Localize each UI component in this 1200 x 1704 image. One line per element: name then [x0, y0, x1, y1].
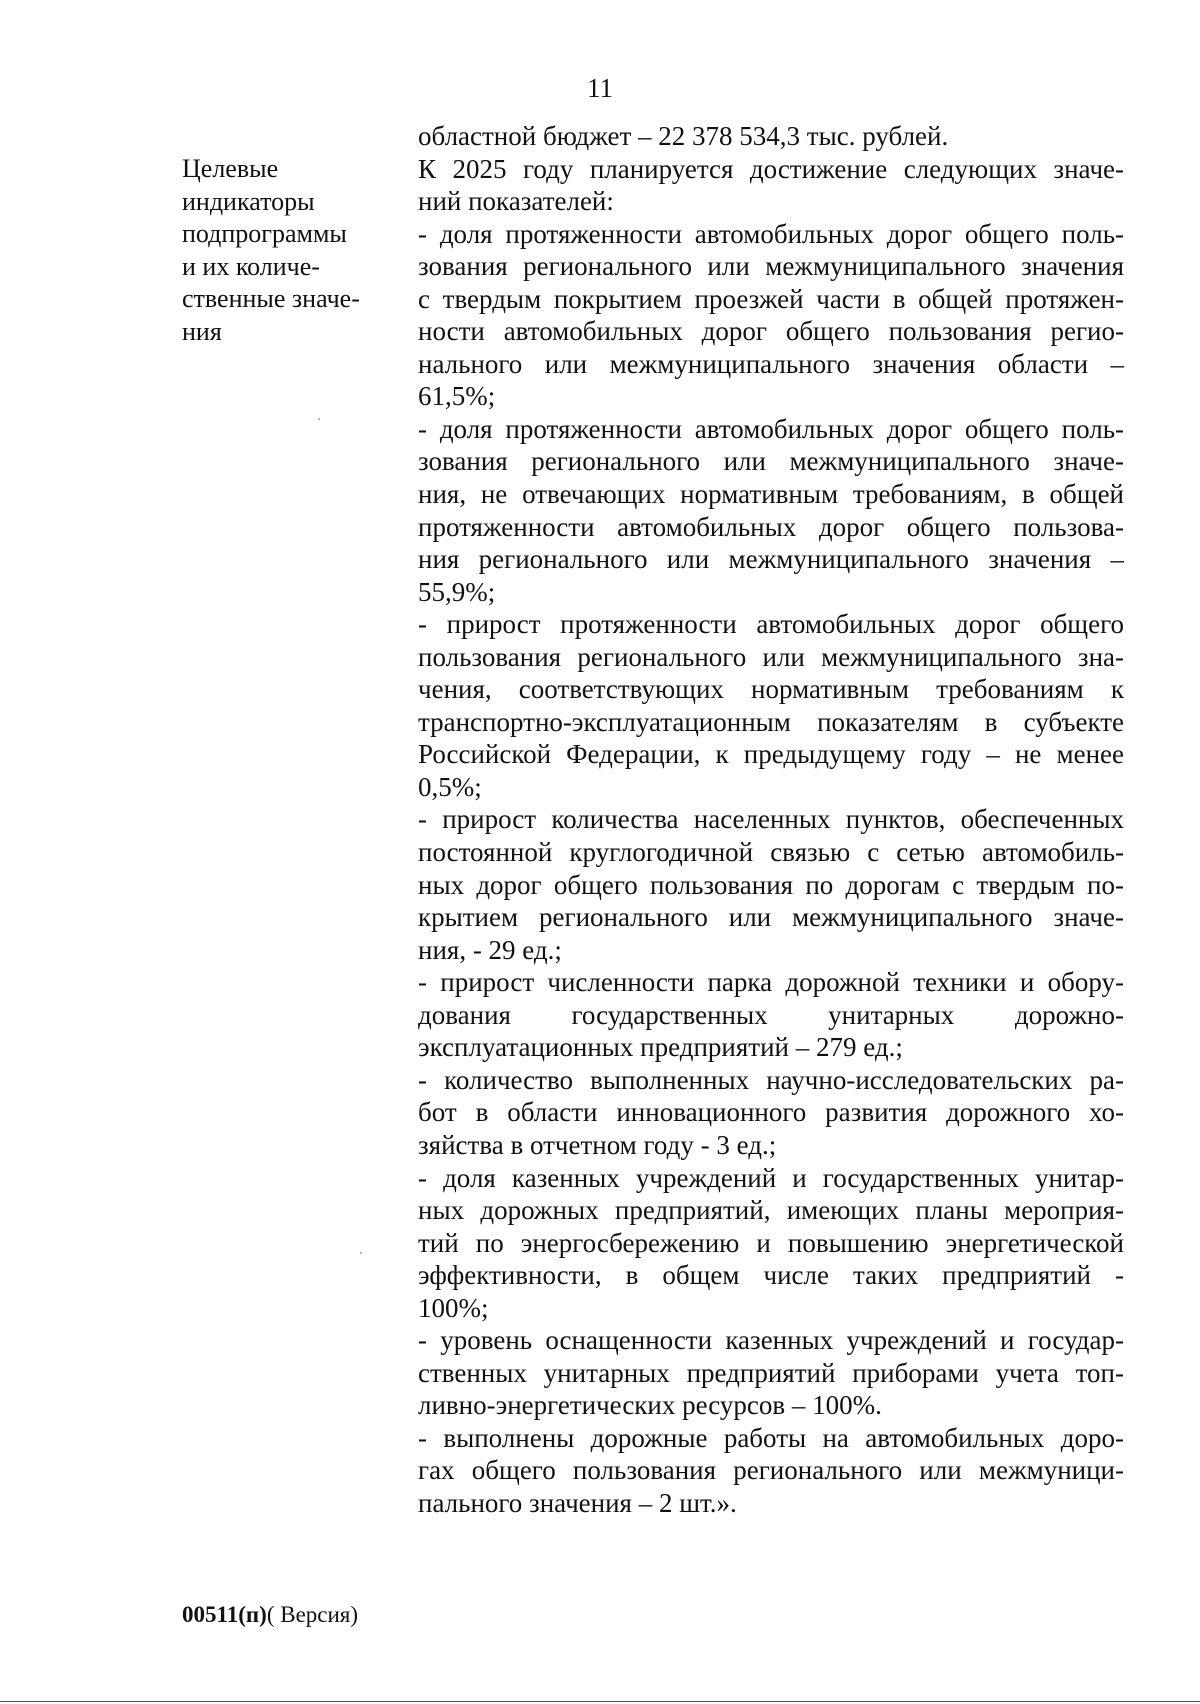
body-text-line: эксплуатационных предприятий – 279 ед.; — [418, 1032, 903, 1063]
body-text-line: ственных унитарных предприятий приборами учета топ- — [418, 1357, 1124, 1388]
scan-edge-line — [0, 1701, 1200, 1702]
body-text-line: - прирост протяженности автомобильных дорог общего — [418, 609, 1124, 640]
body-text-line: пользования регионального или межмуниципального зна- — [418, 641, 1124, 672]
body-text-line: ний показателей: — [418, 186, 614, 217]
body-text-line: зования регионального или межмуниципального значе- — [418, 446, 1124, 477]
body-text-line: - уровень оснащенности казенных учреждений и государ- — [418, 1325, 1124, 1356]
indicators-label-line: индикаторы — [182, 186, 315, 216]
document-code: 00511(п) — [182, 1602, 267, 1627]
body-text-line: ных дорожных предприятий, имеющих планы мероприя- — [418, 1195, 1124, 1226]
body-text-line: - доля казенных учреждений и государственных унитар- — [418, 1162, 1124, 1193]
indicators-label — [182, 153, 382, 348]
body-text-line: областной бюджет – 22 378 534,3 тыс. рублей. — [418, 121, 949, 151]
body-text-line: нального или межмуниципального значения области – — [418, 348, 1124, 379]
body-text-line: тий по энергосбережению и повышению энергетической — [418, 1227, 1124, 1258]
body-text-line: ния, не отвечающих нормативным требованиям, в общей — [418, 479, 1124, 510]
indicators-label-line: ственные значе- — [182, 284, 360, 313]
body-text-line: 61,5%; — [418, 381, 496, 412]
body-text-line: зяйства в отчетном году - 3 ед.; — [418, 1129, 777, 1160]
body-text-line: ности автомобильных дорог общего пользования регио- — [418, 316, 1124, 347]
document-footer — [182, 1601, 358, 1629]
body-text-line: зования регионального или межмуниципального значения — [418, 251, 1124, 282]
indicators-label-line: и их количе- — [182, 251, 320, 281]
body-text-line: бот в области инновационного развития дорожного хо- — [418, 1097, 1124, 1128]
body-text-line: 55,9%; — [418, 576, 496, 607]
page-number: 11 — [587, 73, 613, 103]
body-text-line: - прирост численности парка дорожной техники и обору- — [418, 967, 1124, 998]
body-text-line: ных дорог общего пользования по дорогам с твердым по- — [418, 869, 1124, 900]
body-text-line: протяженности автомобильных дорог общего пользова- — [418, 511, 1124, 542]
body-text-line: ливно-энергетических ресурсов – 100%. — [418, 1390, 882, 1421]
body-text-line: ния, - 29 ед.; — [418, 934, 562, 965]
indicators-label-line: ния — [182, 316, 222, 346]
scan-speck — [318, 418, 320, 420]
body-text-line: К 2025 году планируется достижение следующих значе- — [418, 153, 1124, 184]
body-text-line: 0,5%; — [418, 771, 482, 802]
scan-speck — [360, 1252, 362, 1254]
body-text-line: эффективности, в общем числе таких предприятий - — [418, 1260, 1124, 1291]
body-text-line: пального значения – 2 шт.». — [418, 1487, 737, 1518]
body-text-line: чения, соответствующих нормативным требованиям к — [418, 674, 1124, 705]
body-text-line: ния регионального или межмуниципального значения – — [418, 544, 1124, 575]
indicators-label-line: Целевые — [182, 154, 279, 183]
body-text-line: - выполнены дорожные работы на автомобильных доро- — [418, 1422, 1124, 1453]
body-text-line: - прирост количества населенных пунктов, обеспеченных — [418, 804, 1124, 835]
body-text-line: 100%; — [418, 1292, 489, 1323]
body-text-line: - доля протяженности автомобильных дорог общего поль- — [418, 218, 1124, 249]
body-text-line: Российской Федерации, к предыдущему году – не менее — [418, 739, 1124, 770]
body-text-line: с твердым покрытием проезжей части в общей протяжен- — [418, 283, 1124, 314]
document-version: ( Версия) — [266, 1602, 359, 1627]
body-text-line: транспортно-эксплуатационным показателям в субъекте — [418, 706, 1124, 737]
body-text-line: постоянной круглогодичной связью с сетью автомобиль- — [418, 837, 1124, 868]
indicators-text — [418, 120, 1124, 1520]
body-text-line: дования государственных унитарных дорожно- — [418, 999, 1124, 1030]
body-text-line: - количество выполненных научно-исследовательских ра- — [418, 1064, 1124, 1095]
body-text-line: - доля протяженности автомобильных дорог общего поль- — [418, 413, 1124, 444]
body-text-line: гах общего пользования регионального или межмуници- — [418, 1455, 1124, 1486]
body-text-line: крытием регионального или межмуниципального значе- — [418, 902, 1124, 933]
indicators-label-line: подпрограммы — [182, 219, 347, 248]
